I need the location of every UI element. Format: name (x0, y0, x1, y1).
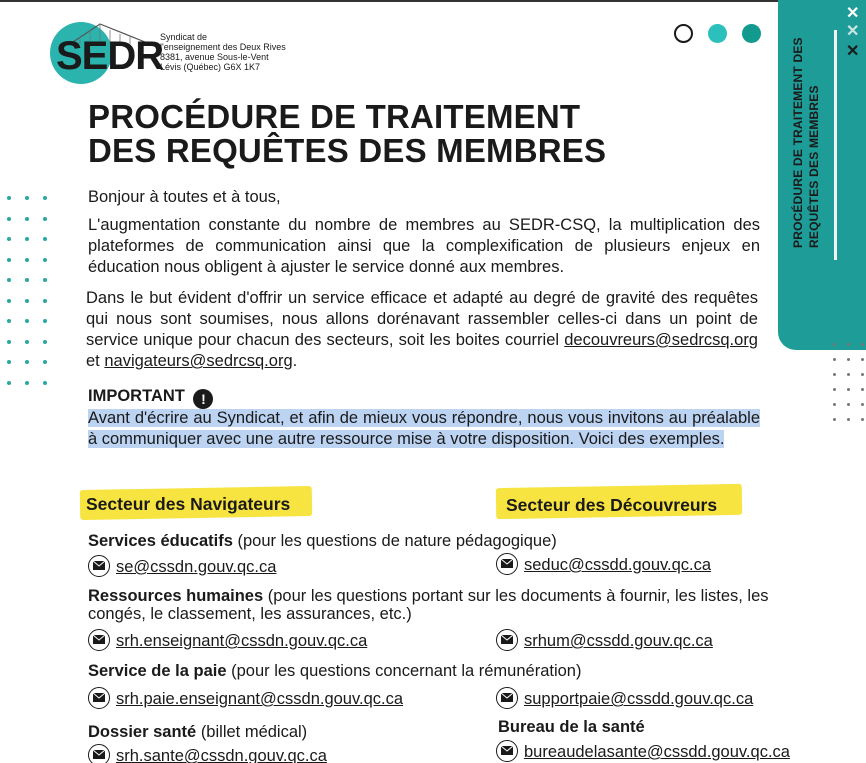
exclamation-icon: ! (193, 389, 213, 409)
service-desc: (pour les questions concernant la rémunération) (231, 662, 582, 680)
light-teal-circle-icon (708, 24, 727, 43)
email-link[interactable] (88, 629, 367, 652)
email-link[interactable] (88, 687, 403, 710)
mailbox-paragraph (86, 288, 758, 372)
logo-wordmark: SEDR (56, 34, 164, 78)
address-line2: Lévis (Québec) G6X 1K7 (160, 62, 261, 72)
address-line1: 8381, avenue Sous-le-Vent (160, 52, 269, 62)
side-tab-title (790, 8, 822, 248)
service-ressources-humaines (88, 587, 778, 623)
sector-navigateurs-heading: Secteur des Navigateurs (86, 494, 291, 514)
mail-icon (496, 740, 518, 762)
period: . (292, 352, 298, 370)
email-text[interactable]: seduc@cssdd.gouv.qc.ca (524, 556, 712, 574)
mail-icon (496, 553, 518, 575)
service-name: Ressources humaines (88, 587, 264, 605)
service-desc: (billet médical) (200, 723, 308, 741)
mailbox-paragraph-text: Dans le but évident d'offrir un service efficace et adapté au degré de gravité des requêtes qui nous sont soumises, nous allons dorénavant rassembler celles-ci dans un point de service unique pour chacun des secteurs, soit les boites courriel (86, 289, 758, 349)
title-line2: DES REQUÊTES DES MEMBRES (88, 132, 607, 169)
intro-paragraph: L'augmentation constante du nombre de membres au SEDR-CSQ, la multiplication des plateformes de communication ainsi que la complexification de plusieurs enjeux en éducation nous obligent à ajuster le service donné aux membres. (88, 216, 760, 276)
email-link[interactable] (496, 740, 790, 763)
left-dot-pattern (7, 196, 47, 385)
page-title (88, 100, 606, 168)
mail-icon (496, 629, 518, 651)
email-link[interactable] (496, 629, 713, 652)
sector-decouvreurs-heading: Secteur des Découvreurs (506, 495, 718, 515)
side-tab-line1: PROCÉDURE DE TRAITEMENT DES (791, 37, 805, 248)
important-label: IMPORTANT (88, 387, 185, 405)
email-text[interactable]: supportpaie@cssdd.gouv.qc.ca (524, 690, 754, 708)
joiner-text: et (86, 352, 100, 370)
email-text[interactable]: srh.paie.enseignant@cssdn.gouv.qc.ca (116, 690, 404, 708)
email-link[interactable] (496, 553, 711, 576)
important-highlight: Avant d'écrire au Syndicat, et afin de mieux vous répondre, nous vous invitons au préalable à communiquer avec une autre ressource mise à votre disposition. Voici des exemples. (88, 409, 760, 448)
service-name: Dossier santé (88, 723, 197, 741)
navigateurs-email-link[interactable]: navigateurs@sedrcsq.org (104, 352, 293, 370)
email-text[interactable]: se@cssdn.gouv.qc.ca (116, 558, 277, 576)
top-border (0, 0, 866, 2)
email-text[interactable]: srh.sante@cssdn.gouv.qc.ca (116, 747, 327, 763)
decouvreurs-email-link[interactable]: decouvreurs@sedrcsq.org (564, 331, 758, 349)
org-name-line1: Syndicat de (160, 32, 208, 42)
mail-icon (88, 555, 110, 577)
email-link[interactable] (88, 744, 327, 763)
service-paie (88, 662, 581, 680)
email-text[interactable]: srhum@cssdd.gouv.qc.ca (524, 632, 713, 650)
service-name: Services éducatifs (88, 532, 233, 550)
email-text[interactable]: srh.enseignant@cssdn.gouv.qc.ca (116, 632, 368, 650)
decorative-circles (674, 23, 764, 45)
side-tab-divider (834, 30, 837, 260)
close-icon: ✕ (846, 5, 860, 22)
title-line1: PROCÉDURE DE TRAITEMENT (88, 98, 581, 135)
service-bureau-sante (498, 718, 645, 736)
email-text[interactable]: bureaudelasante@cssdd.gouv.qc.ca (524, 743, 790, 761)
close-icon: ✕ (846, 43, 860, 60)
mail-icon (88, 687, 110, 709)
mail-icon (88, 744, 110, 763)
close-icon: ✕ (846, 23, 860, 40)
logo-address (160, 32, 286, 72)
right-dot-pattern (833, 343, 864, 421)
service-desc: (pour les questions portant sur les documents à fournir, les listes, les congés, le classement, les assurances, etc.) (88, 587, 769, 623)
service-desc: (pour les questions de nature pédagogique) (237, 532, 557, 550)
service-name: Service de la paie (88, 662, 227, 680)
mail-icon (496, 687, 518, 709)
mail-icon (88, 629, 110, 651)
greeting: Bonjour à toutes et à tous, (88, 188, 281, 206)
service-educatifs (88, 532, 557, 550)
email-link[interactable] (88, 555, 276, 578)
org-name-line2: l'enseignement des Deux Rives (160, 42, 286, 52)
important-heading (88, 385, 213, 409)
email-link[interactable] (496, 687, 753, 710)
service-dossier-sante (88, 723, 307, 741)
service-name: Bureau de la santé (498, 718, 645, 736)
dark-teal-circle-icon (742, 24, 761, 43)
side-tab-line2: REQUÊTES DES MEMBRES (807, 85, 821, 248)
sedr-logo (50, 18, 310, 88)
important-text (88, 408, 760, 450)
outline-circle-icon (674, 24, 693, 43)
